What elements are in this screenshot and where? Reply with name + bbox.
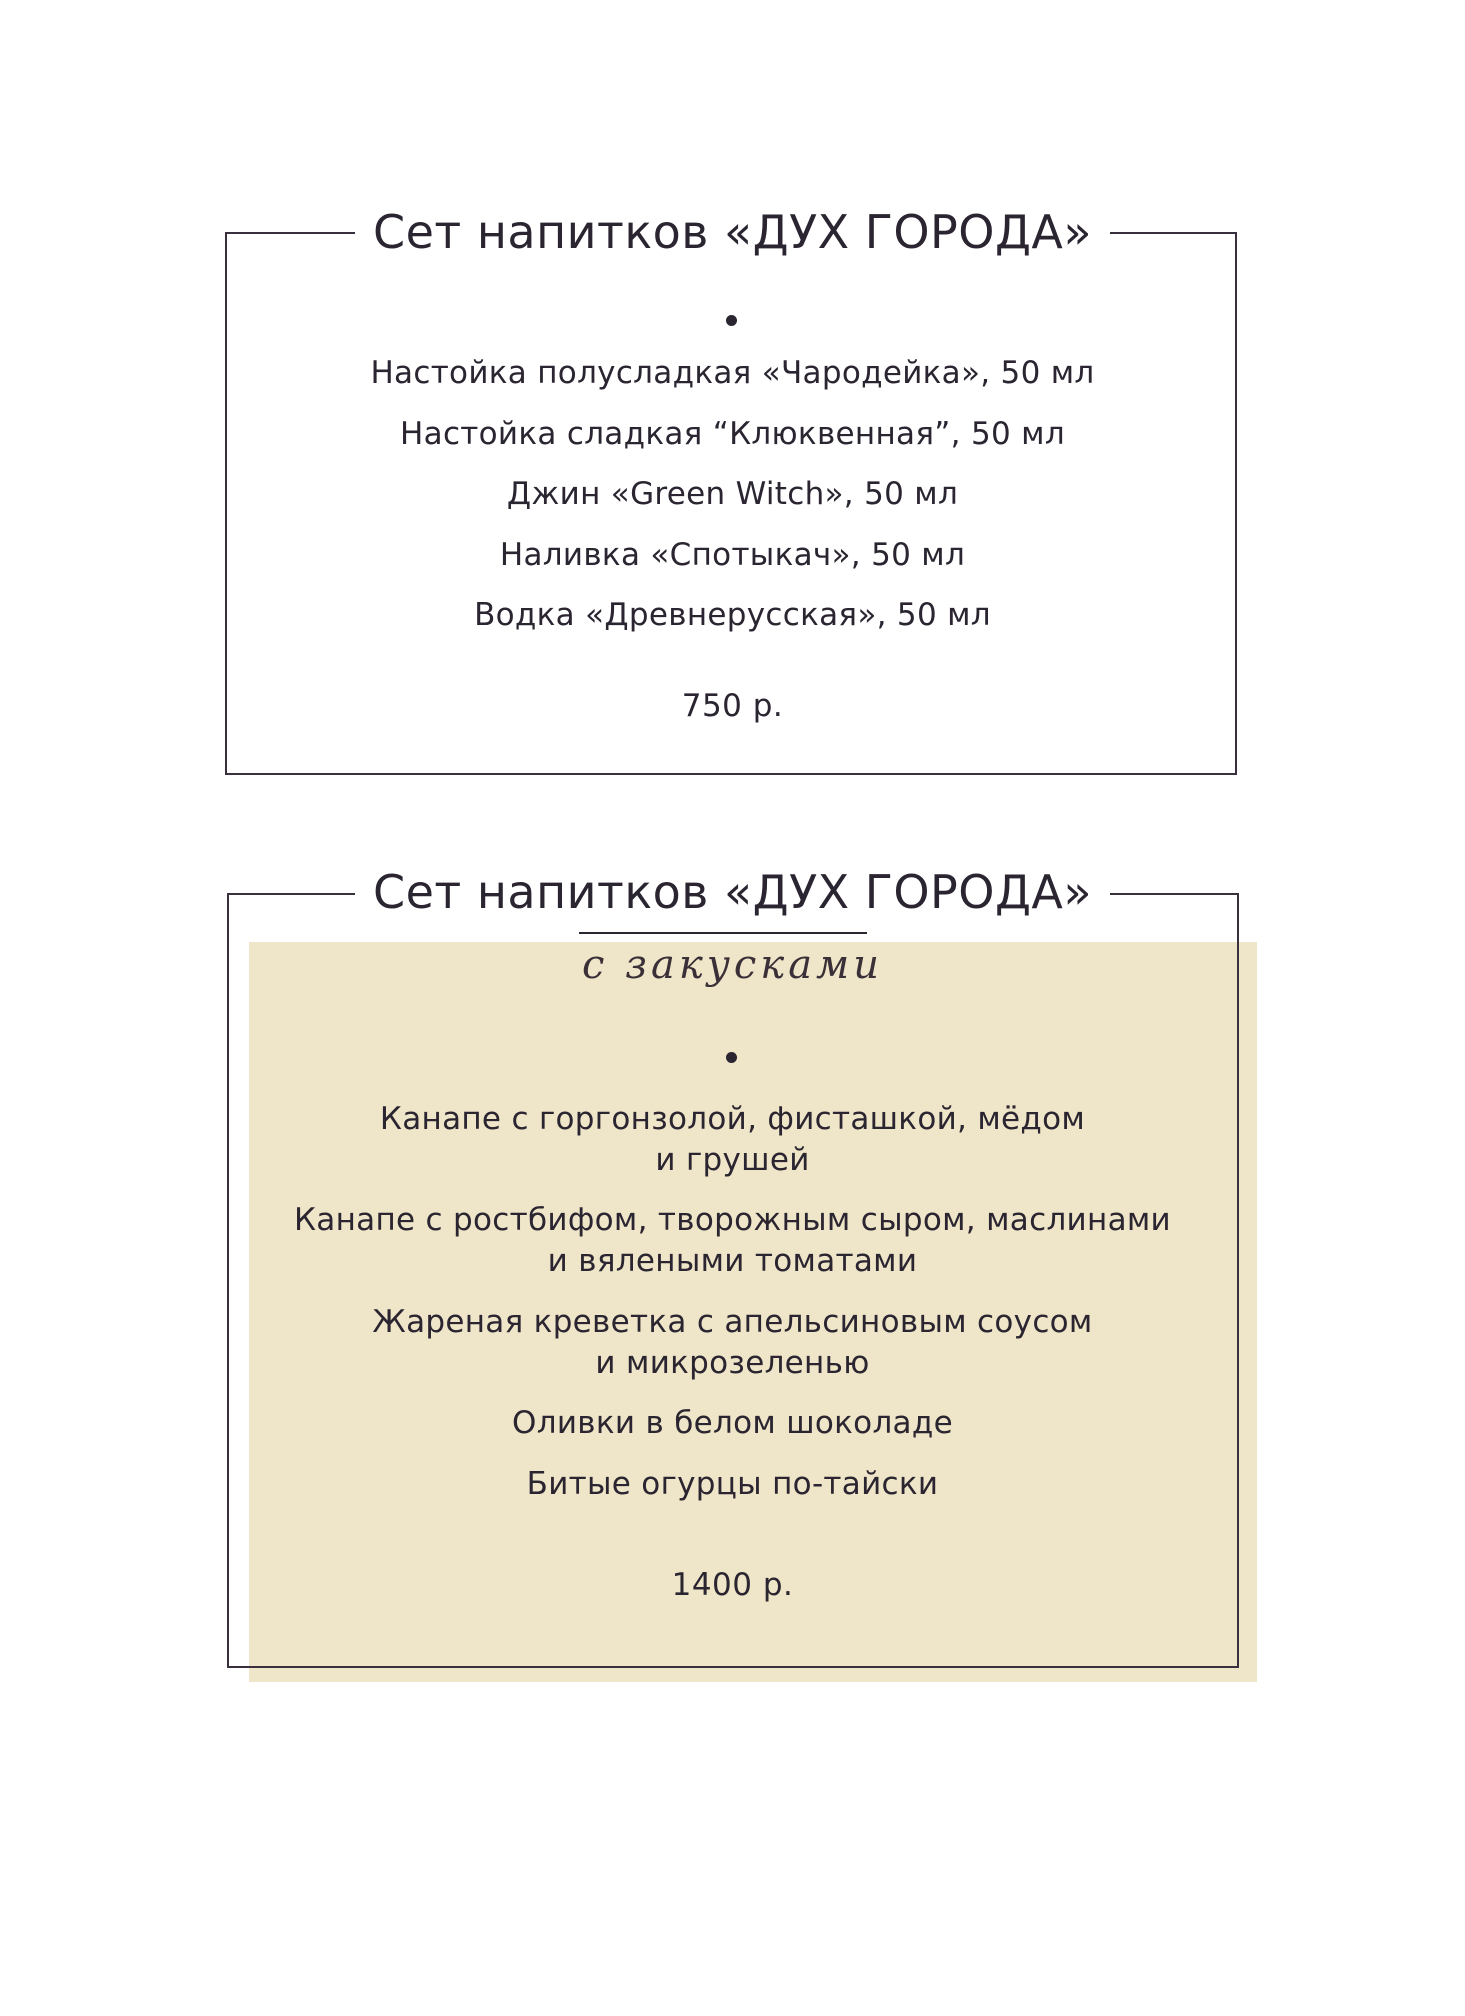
set1-item-4: Наливка «Спотыкач», 50 мл: [499, 537, 966, 573]
set2-item-5: Битые огурцы по-тайски: [526, 1466, 939, 1502]
set2-item-2: [0, 1200, 1465, 1282]
set2-item-2-line1: Канапе с ростбифом, творожным сыром, маслинами: [293, 1202, 1172, 1238]
set2-subtitle-underline: [579, 932, 867, 934]
set2-item-3-line1: Жареная креветка с апельсиновым соусом: [372, 1304, 1093, 1340]
set2-title: Сет напитков «ДУХ ГОРОДА»: [355, 865, 1110, 919]
set1-item-2: Настойка сладкая “Клюквенная”, 50 мл: [400, 416, 1065, 452]
set2-item-3: [0, 1302, 1465, 1384]
set1-item-5: Водка «Древнерусская», 50 мл: [474, 597, 991, 633]
set1-item-3: Джин «Green Witch», 50 мл: [506, 476, 959, 512]
set1-price: 750 р.: [681, 688, 784, 724]
set1-title-wrap: [0, 205, 1465, 259]
set2-bullet-icon: [726, 1052, 737, 1063]
set2-title-wrap: [0, 865, 1465, 919]
set1-item-1: Настойка полусладкая «Чародейка», 50 мл: [370, 355, 1095, 391]
set2-price: 1400 р.: [671, 1567, 794, 1603]
set2-item-1-line2: и грушей: [655, 1142, 810, 1178]
set2-item-1-line1: Канапе с горгонзолой, фисташкой, мёдом: [379, 1101, 1086, 1137]
set1-title: Сет напитков «ДУХ ГОРОДА»: [355, 205, 1110, 259]
set2-item-1: [0, 1099, 1465, 1181]
set2-item-3-line2: и микрозеленью: [595, 1345, 870, 1381]
set1-bullet-icon: [726, 315, 737, 326]
set2-item-2-line2: и вялеными томатами: [547, 1243, 918, 1279]
set2-subtitle: с закусками: [582, 942, 883, 988]
set2-item-4: Оливки в белом шоколаде: [512, 1405, 953, 1441]
